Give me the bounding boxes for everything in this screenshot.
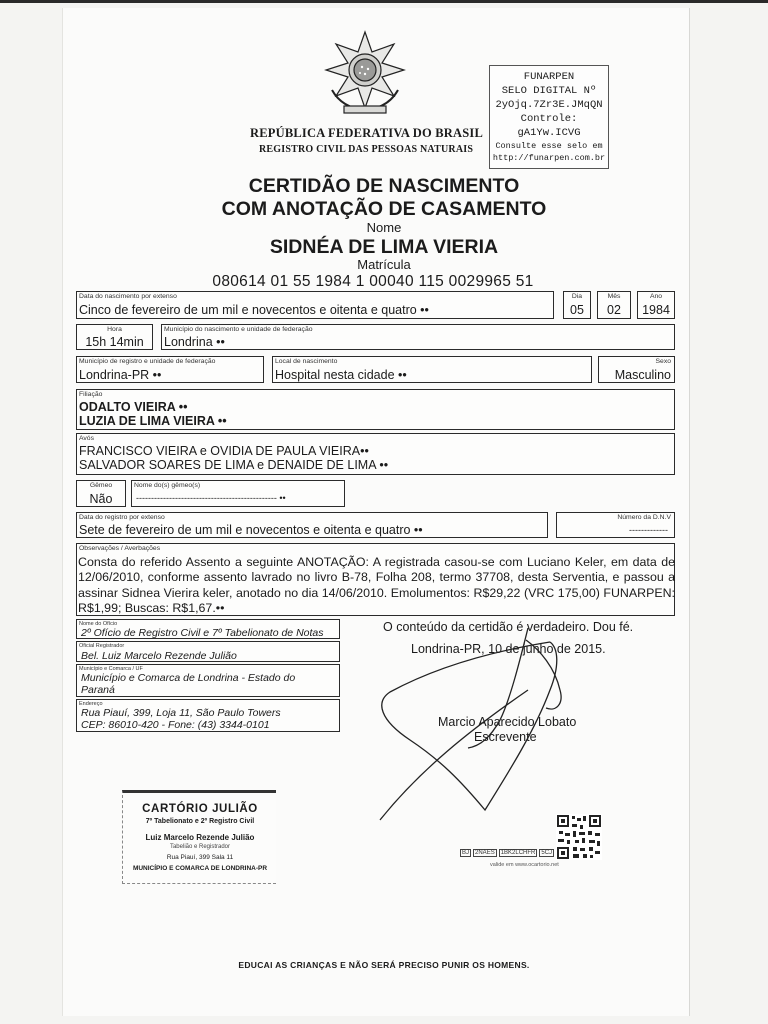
code-1: BJ [462,850,470,856]
field-label: Data do nascimento por extenso [79,293,177,300]
field-label: Nome do Ofício [79,621,118,627]
seal-control-label: Controle: [520,113,578,125]
registry-municipality-field [76,356,264,383]
notary-stamp [122,790,276,884]
field-label: Oficial Registrador [79,643,125,649]
scan-edge-line [0,0,768,3]
dnv-value: ------------- [629,525,668,535]
field-label: Município e Comarca / UF [79,666,143,672]
registry-date-field [76,512,548,538]
father-name: ODALTO VIEIRA •• [79,400,188,414]
address-line-1: Rua Piauí, 399, Loja 11, São Paulo Towers [81,707,281,719]
birth-date-field [76,291,554,319]
qr-code-icon [556,814,602,860]
seal-code: 2yOjq.7Zr3E.JMqQN [495,99,603,111]
birth-place: Hospital nesta cidade •• [275,368,407,382]
municipality-line-2: Paraná [81,684,115,696]
code-2: 2NAES [475,850,495,856]
code-3: 1BK2LCHFR [500,850,536,856]
matricula-number: 080614 01 55 1984 1 00040 115 0029965 51 [212,273,534,290]
certificate-title: CERTIDÃO DE NASCIMENTO [248,175,520,197]
seal-url: http://funarpen.com.br [492,153,606,163]
birth-month: 02 [607,303,621,317]
birth-place-field [272,356,592,383]
sex-field [598,356,675,383]
field-label: Mês [607,293,621,300]
digital-seal-box [489,65,609,169]
field-label: Dia [571,293,583,300]
seal-consult-text: Consulte esse selo em [495,141,603,151]
field-label: Local de nascimento [275,358,338,365]
birth-hour: 15h 14min [85,335,144,349]
stamp-name: Luiz Marcelo Rezende Julião [145,833,255,842]
registry-date-text: Sete de fevereiro de um mil e novecentos e oitenta e quatro •• [79,523,423,537]
field-label: Ano [649,293,663,300]
paternal-grandparents: FRANCISCO VIEIRA e OVIDIA DE PAULA VIEIRA•• [79,444,369,458]
signer-role: Escrevente [474,730,537,744]
field-label: Observações / Averbações [79,545,161,552]
handwritten-signature-icon [350,620,610,820]
registry-municipality: Londrina-PR •• [79,368,162,382]
mother-name: LUZIA DE LIMA VIEIRA •• [79,414,227,428]
code-4: 5CJ [541,850,553,856]
twin-value: Não [89,492,113,506]
birth-month-field [597,291,631,319]
republic-heading: REPÚBLICA FEDERATIVA DO BRASIL [250,126,484,140]
birth-municipality-field [161,324,675,350]
field-label: Número da D.N.V [617,514,671,521]
attestation-text: O conteúdo da certidão é verdadeiro. Dou fé. [383,620,634,634]
maternal-grandparents: SALVADOR SOARES DE LIMA e DENAIDE DE LIMA •• [79,458,389,472]
municipality-comarca-field [76,664,340,697]
verification-codes [460,850,556,856]
field-label: Município do nascimento e unidade de federação [164,326,313,333]
field-label: Avós [79,435,94,442]
registrar-field [76,641,340,662]
field-label: Município de registro e unidade de federação [79,358,216,365]
signer-name: Marcio Aparecido Lobato [438,715,577,729]
seal-control-code: gA1Yw.ICVG [517,127,581,139]
office-name: 2º Ofício de Registro Civil e 7º Tabelionato de Notas [81,627,324,639]
field-label: Sexo [655,358,671,365]
stamp-title: CARTÓRIO JULIÃO [142,803,258,815]
validation-url: valide em www.ocartorio.net [490,862,559,868]
birth-year-field [637,291,675,319]
twin-names-field [131,480,345,507]
municipality-line-1: Município e Comarca de Londrina - Estado do [81,672,296,684]
matricula-label: Matrícula [357,257,411,272]
field-label: Nome do(s) gêmeo(s) [134,482,201,489]
field-label: Endereço [79,701,103,707]
stamp-address: Rua Piauí, 399 Sala 11 [166,854,234,861]
registrar-name: Bel. Luiz Marcelo Rezende Julião [81,650,237,662]
address-field [76,699,340,732]
birth-hour-field [76,324,153,350]
seal-title: FUNARPEN [523,71,575,83]
birth-date-text: Cinco de fevereiro de um mil e novecentos e oitenta e quatro •• [79,303,429,317]
field-label: Gêmeo [89,482,113,489]
dnv-field [556,512,675,538]
observations-text: Consta do referido Assento a seguinte ANOTAÇÃO: A registrada casou-se com Luciano Keler, em data de 12/06/2010, conforme assento lavrado no livro B-78, Folha 208, termo 37708, desta Serventia, e passou a assinar Sidnea Vierira keler, anotado no dia 14/06/2010. Emolumentos: R$29,22 (VRC 175,00) FUNARPEN: R$1,99; Buscas: R$1,67.•• [78,555,675,615]
stamp-role: Tabelião e Registrador [169,844,231,850]
parents-field [76,389,675,430]
field-label: Filiação [79,391,103,398]
attestation-place-date: Londrina-PR, 10 de junho de 2015. [411,642,606,656]
registry-heading: REGISTRO CIVIL DAS PESSOAS NATURAIS [259,144,474,155]
field-label: Data do registro por extenso [79,514,165,521]
twin-names: ----------------------------------------------- •• [136,493,286,503]
birth-year: 1984 [642,303,670,317]
birth-municipality: Londrina •• [164,335,225,349]
birth-day: 05 [570,303,584,317]
brazil-coat-of-arms-icon [322,30,408,116]
stamp-subtitle: 7º Tabelionato e 2º Registro Civil [145,818,255,825]
seal-label: SELO DIGITAL Nº [501,85,597,97]
registrant-name: SIDNÉA DE LIMA VIERIA [269,236,499,258]
office-name-field [76,619,340,639]
certificate-subtitle: COM ANOTAÇÃO DE CASAMENTO [221,198,547,220]
sex-value: Masculino [614,368,671,382]
footer-motto: EDUCAI AS CRIANÇAS E NÃO SERÁ PRECISO PUNIR OS HOMENS. [238,960,530,970]
field-label: Hora [107,326,122,333]
address-line-2: CEP: 86010-420 - Fone: (43) 3344-0101 [81,719,270,731]
stamp-city: MUNICÍPIO E COMARCA DE LONDRINA-PR [132,865,268,872]
grandparents-field [76,433,675,475]
twin-field [76,480,126,507]
name-label: Nome [366,220,402,235]
birth-day-field [563,291,591,319]
